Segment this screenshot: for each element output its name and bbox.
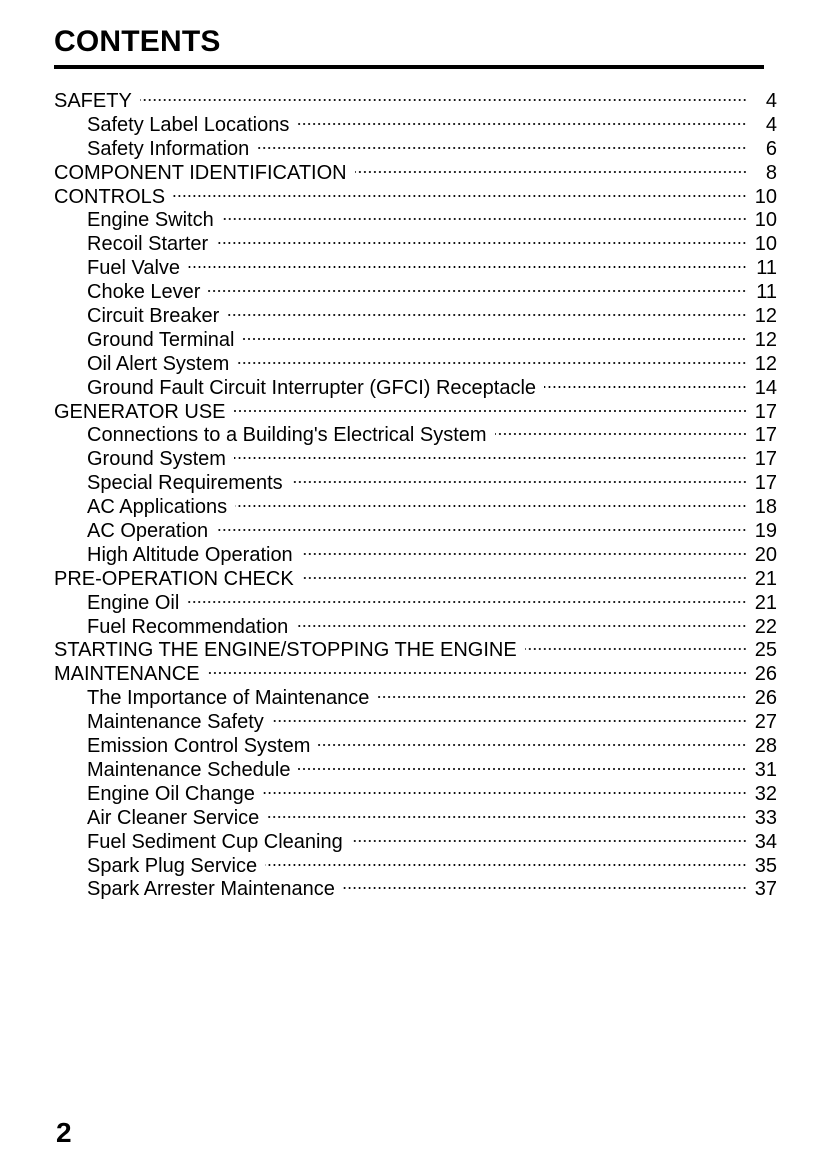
dot-leader (188, 266, 747, 268)
toc-entry-page-number: 25 (754, 639, 777, 662)
dot-leader (208, 672, 747, 674)
toc-entry-label: Engine Oil Change (87, 782, 255, 805)
toc-subsection-entry[interactable] (54, 735, 777, 759)
dot-leader (343, 887, 747, 889)
toc-subsection-entry[interactable] (54, 759, 777, 783)
dot-leader (265, 864, 747, 866)
toc-entry-page-number: 19 (754, 520, 777, 543)
toc-section-entry[interactable] (54, 663, 777, 687)
dot-leader (302, 577, 747, 579)
toc-entry-page-number: 18 (754, 496, 777, 519)
toc-entry-page-number: 4 (765, 90, 777, 112)
dot-leader (242, 338, 747, 340)
toc-entry-label: Oil Alert System (87, 352, 230, 375)
toc-entry-page-number: 33 (754, 806, 777, 829)
dot-leader (235, 505, 747, 507)
dot-leader (296, 625, 747, 627)
dot-leader (237, 362, 747, 364)
toc-entry-label: Engine Oil (87, 591, 180, 614)
toc-entry-page-number: 6 (765, 137, 777, 160)
toc-subsection-entry[interactable] (54, 592, 777, 616)
toc-subsection-entry[interactable] (54, 855, 777, 879)
toc-subsection-entry[interactable] (54, 520, 777, 544)
toc-entry-label: Special Requirements (87, 472, 283, 495)
toc-entry-page-number: 26 (754, 663, 777, 686)
toc-entry-label: Safety Label Locations (87, 113, 290, 136)
page-title: CONTENTS (54, 25, 221, 58)
toc-entry-label: STARTING THE ENGINE/STOPPING THE ENGINE (54, 639, 517, 662)
toc-entry-label: SAFETY (54, 90, 132, 112)
dot-leader (216, 529, 747, 531)
dot-leader (216, 242, 747, 244)
toc-entry-label: CONTROLS (54, 185, 166, 208)
toc-subsection-entry[interactable] (54, 687, 777, 711)
dot-leader (187, 601, 747, 603)
dot-leader (272, 720, 747, 722)
toc-entry-label: Safety Information (87, 137, 250, 160)
toc-entry-label: Circuit Breaker (87, 305, 220, 328)
toc-entry-label: Fuel Recommendation (87, 615, 289, 638)
toc-entry-label: Maintenance Schedule (87, 758, 291, 781)
toc-section-entry[interactable] (54, 568, 777, 592)
toc-entry-page-number: 28 (754, 735, 777, 758)
toc-entry-page-number: 8 (765, 161, 777, 184)
toc-entry-page-number: 34 (754, 830, 777, 853)
dot-leader (234, 410, 747, 412)
toc-entry-label: Fuel Valve (87, 257, 181, 280)
toc-entry-page-number: 27 (754, 711, 777, 734)
toc-subsection-entry[interactable] (54, 783, 777, 807)
toc-entry-page-number: 37 (754, 878, 777, 901)
toc-entry-label: Maintenance Safety (87, 711, 264, 734)
toc-entry-page-number: 12 (754, 352, 777, 375)
toc-section-entry[interactable] (54, 90, 777, 114)
toc-subsection-entry[interactable] (54, 138, 777, 162)
toc-entry-page-number: 17 (754, 472, 777, 495)
toc-entry-label: Spark Plug Service (87, 854, 258, 877)
dot-leader (297, 123, 747, 125)
toc-subsection-entry[interactable] (54, 807, 777, 831)
dot-leader (234, 457, 747, 459)
toc-subsection-entry[interactable] (54, 448, 777, 472)
dot-leader (222, 218, 747, 220)
toc-subsection-entry[interactable] (54, 209, 777, 233)
toc-entry-label: PRE-OPERATION CHECK (54, 567, 294, 590)
dot-leader (298, 768, 747, 770)
toc-section-entry[interactable] (54, 186, 777, 210)
toc-entry-label: Choke Lever (87, 281, 201, 304)
toc-subsection-entry[interactable] (54, 114, 777, 138)
toc-entry-page-number: 17 (754, 424, 777, 447)
toc-subsection-entry[interactable] (54, 329, 777, 353)
toc-entry-page-number: 21 (754, 567, 777, 590)
toc-entry-label: High Altitude Operation (87, 543, 293, 566)
dot-leader (301, 553, 747, 555)
dot-leader (140, 99, 747, 101)
toc-subsection-entry[interactable] (54, 257, 777, 281)
dot-leader (263, 792, 747, 794)
toc-subsection-entry[interactable] (54, 711, 777, 735)
table-of-contents (54, 90, 777, 902)
toc-entry-page-number: 21 (754, 591, 777, 614)
toc-entry-label: Spark Arrester Maintenance (87, 878, 335, 901)
toc-entry-page-number: 14 (754, 376, 777, 399)
toc-entry-label: GENERATOR USE (54, 400, 226, 423)
toc-entry-label: MAINTENANCE (54, 663, 200, 686)
toc-entry-page-number: 11 (756, 257, 777, 280)
toc-subsection-entry[interactable] (54, 233, 777, 257)
toc-entry-label: Recoil Starter (87, 233, 209, 256)
toc-subsection-entry[interactable] (54, 878, 777, 902)
dot-leader (525, 648, 747, 650)
dot-leader (377, 696, 747, 698)
toc-entry-page-number: 12 (754, 328, 777, 351)
toc-entry-label: Engine Switch (87, 209, 214, 232)
dot-leader (544, 386, 747, 388)
toc-entry-page-number: 17 (754, 400, 777, 423)
toc-entry-label: Fuel Sediment Cup Cleaning (87, 830, 343, 853)
toc-entry-page-number: 10 (754, 209, 777, 232)
dot-leader (267, 816, 747, 818)
dot-leader (351, 840, 747, 842)
page-number: 2 (56, 1117, 72, 1148)
toc-entry-label: Emission Control System (87, 735, 311, 758)
toc-entry-label: Connections to a Building's Electrical System (87, 424, 487, 447)
toc-subsection-entry[interactable] (54, 377, 777, 401)
toc-entry-page-number: 10 (754, 233, 777, 256)
toc-entry-page-number: 4 (765, 113, 777, 136)
toc-subsection-entry[interactable] (54, 496, 777, 520)
toc-subsection-entry[interactable] (54, 472, 777, 496)
toc-entry-label: Ground System (87, 448, 226, 471)
toc-entry-label: The Importance of Maintenance (87, 687, 370, 710)
dot-leader (208, 290, 747, 292)
toc-entry-page-number: 20 (754, 543, 777, 566)
toc-entry-page-number: 35 (754, 854, 777, 877)
toc-subsection-entry[interactable] (54, 305, 777, 329)
dot-leader (355, 171, 747, 173)
toc-subsection-entry[interactable] (54, 544, 777, 568)
toc-entry-label: Air Cleaner Service (87, 806, 260, 829)
toc-subsection-entry[interactable] (54, 424, 777, 448)
toc-entry-page-number: 10 (754, 185, 777, 208)
toc-subsection-entry[interactable] (54, 831, 777, 855)
toc-entry-label: Ground Fault Circuit Interrupter (GFCI) Receptacle (87, 376, 537, 399)
toc-subsection-entry[interactable] (54, 281, 777, 305)
toc-entry-page-number: 17 (754, 448, 777, 471)
dot-leader (318, 744, 747, 746)
toc-entry-page-number: 32 (754, 782, 777, 805)
toc-entry-label: Ground Terminal (87, 328, 235, 351)
toc-entry-label: COMPONENT IDENTIFICATION (54, 161, 347, 184)
dot-leader (495, 433, 747, 435)
toc-entry-page-number: 11 (756, 281, 777, 304)
toc-subsection-entry[interactable] (54, 353, 777, 377)
toc-section-entry[interactable] (54, 162, 777, 186)
toc-section-entry[interactable] (54, 401, 777, 425)
toc-entry-page-number: 12 (754, 305, 777, 328)
title-divider (54, 65, 764, 69)
dot-leader (173, 195, 747, 197)
toc-entry-label: AC Applications (87, 496, 228, 519)
toc-entry-page-number: 31 (754, 758, 777, 781)
toc-entry-page-number: 22 (754, 615, 777, 638)
dot-leader (257, 147, 747, 149)
toc-entry-page-number: 26 (754, 687, 777, 710)
toc-section-entry[interactable] (54, 639, 777, 663)
dot-leader (227, 314, 747, 316)
toc-entry-label: AC Operation (87, 520, 209, 543)
toc-subsection-entry[interactable] (54, 616, 777, 640)
dot-leader (291, 481, 747, 483)
